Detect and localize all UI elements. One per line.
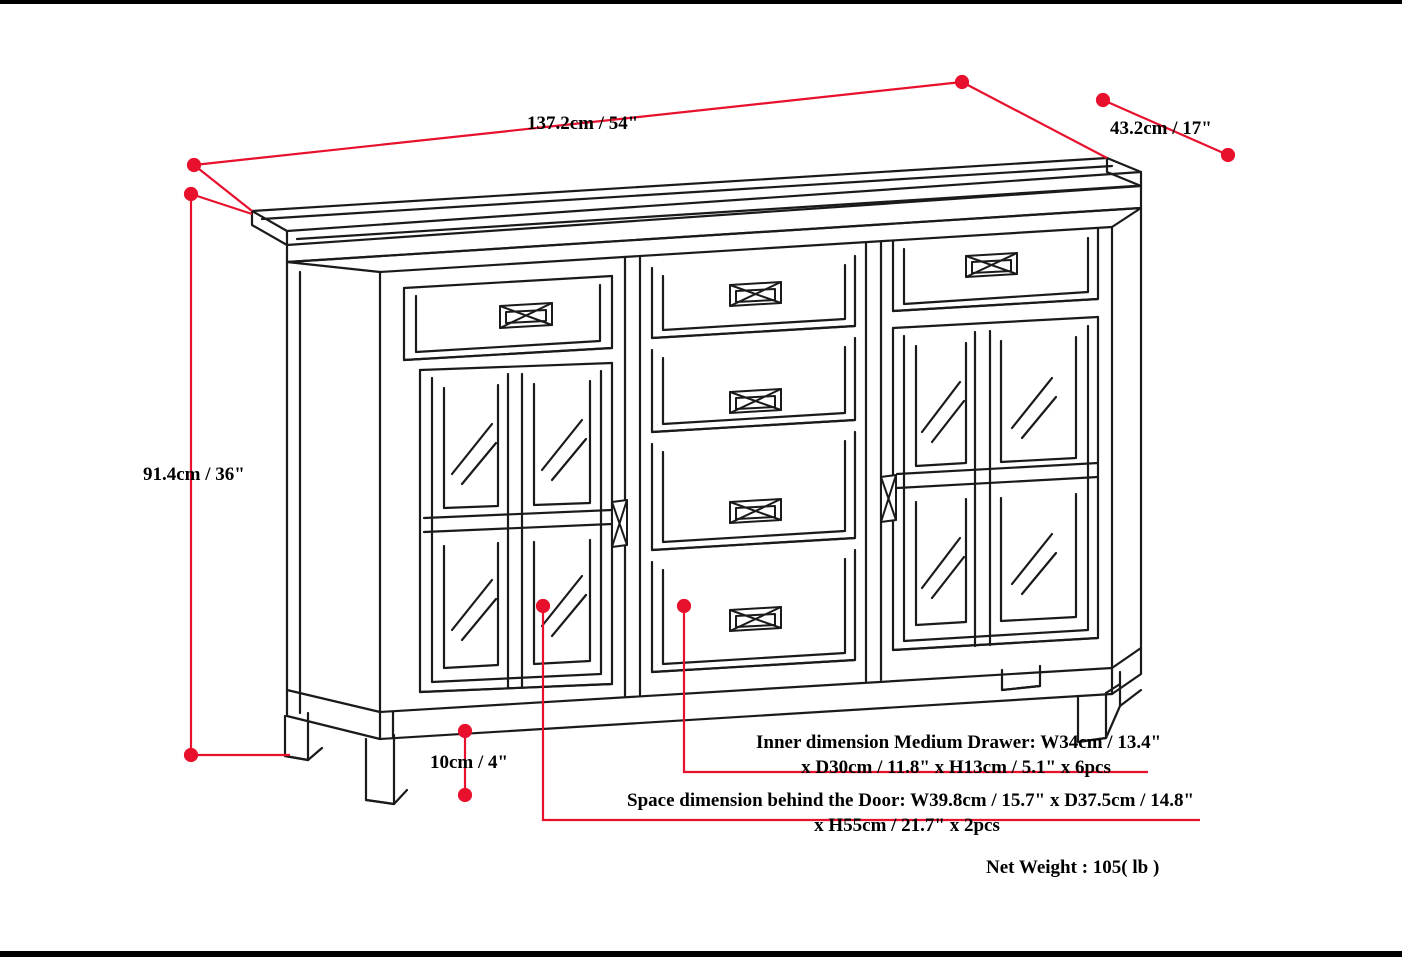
note-door-line2: x H55cm / 21.7" x 2pcs [814, 815, 1000, 836]
note-door [627, 788, 1195, 838]
dimension-width: 137.2cm / 54" [527, 113, 639, 134]
note-drawer-line1: Inner dimension Medium Drawer: W34cm / 13.4" [756, 732, 1162, 753]
net-weight-label: Net Weight : 105( lb ) [986, 857, 1160, 878]
dimension-depth: 43.2cm / 17" [1110, 118, 1212, 139]
note-door-line1: Space dimension behind the Door: W39.8cm / 15.7" x D37.5cm / 14.8" [627, 790, 1195, 811]
note-drawer [756, 730, 1162, 780]
dimension-leg-clearance: 10cm / 4" [430, 752, 509, 773]
note-drawer-line2: x D30cm / 11.8" x H13cm / 5.1" x 6pcs [801, 757, 1111, 778]
dimension-height: 91.4cm / 36" [143, 464, 245, 485]
